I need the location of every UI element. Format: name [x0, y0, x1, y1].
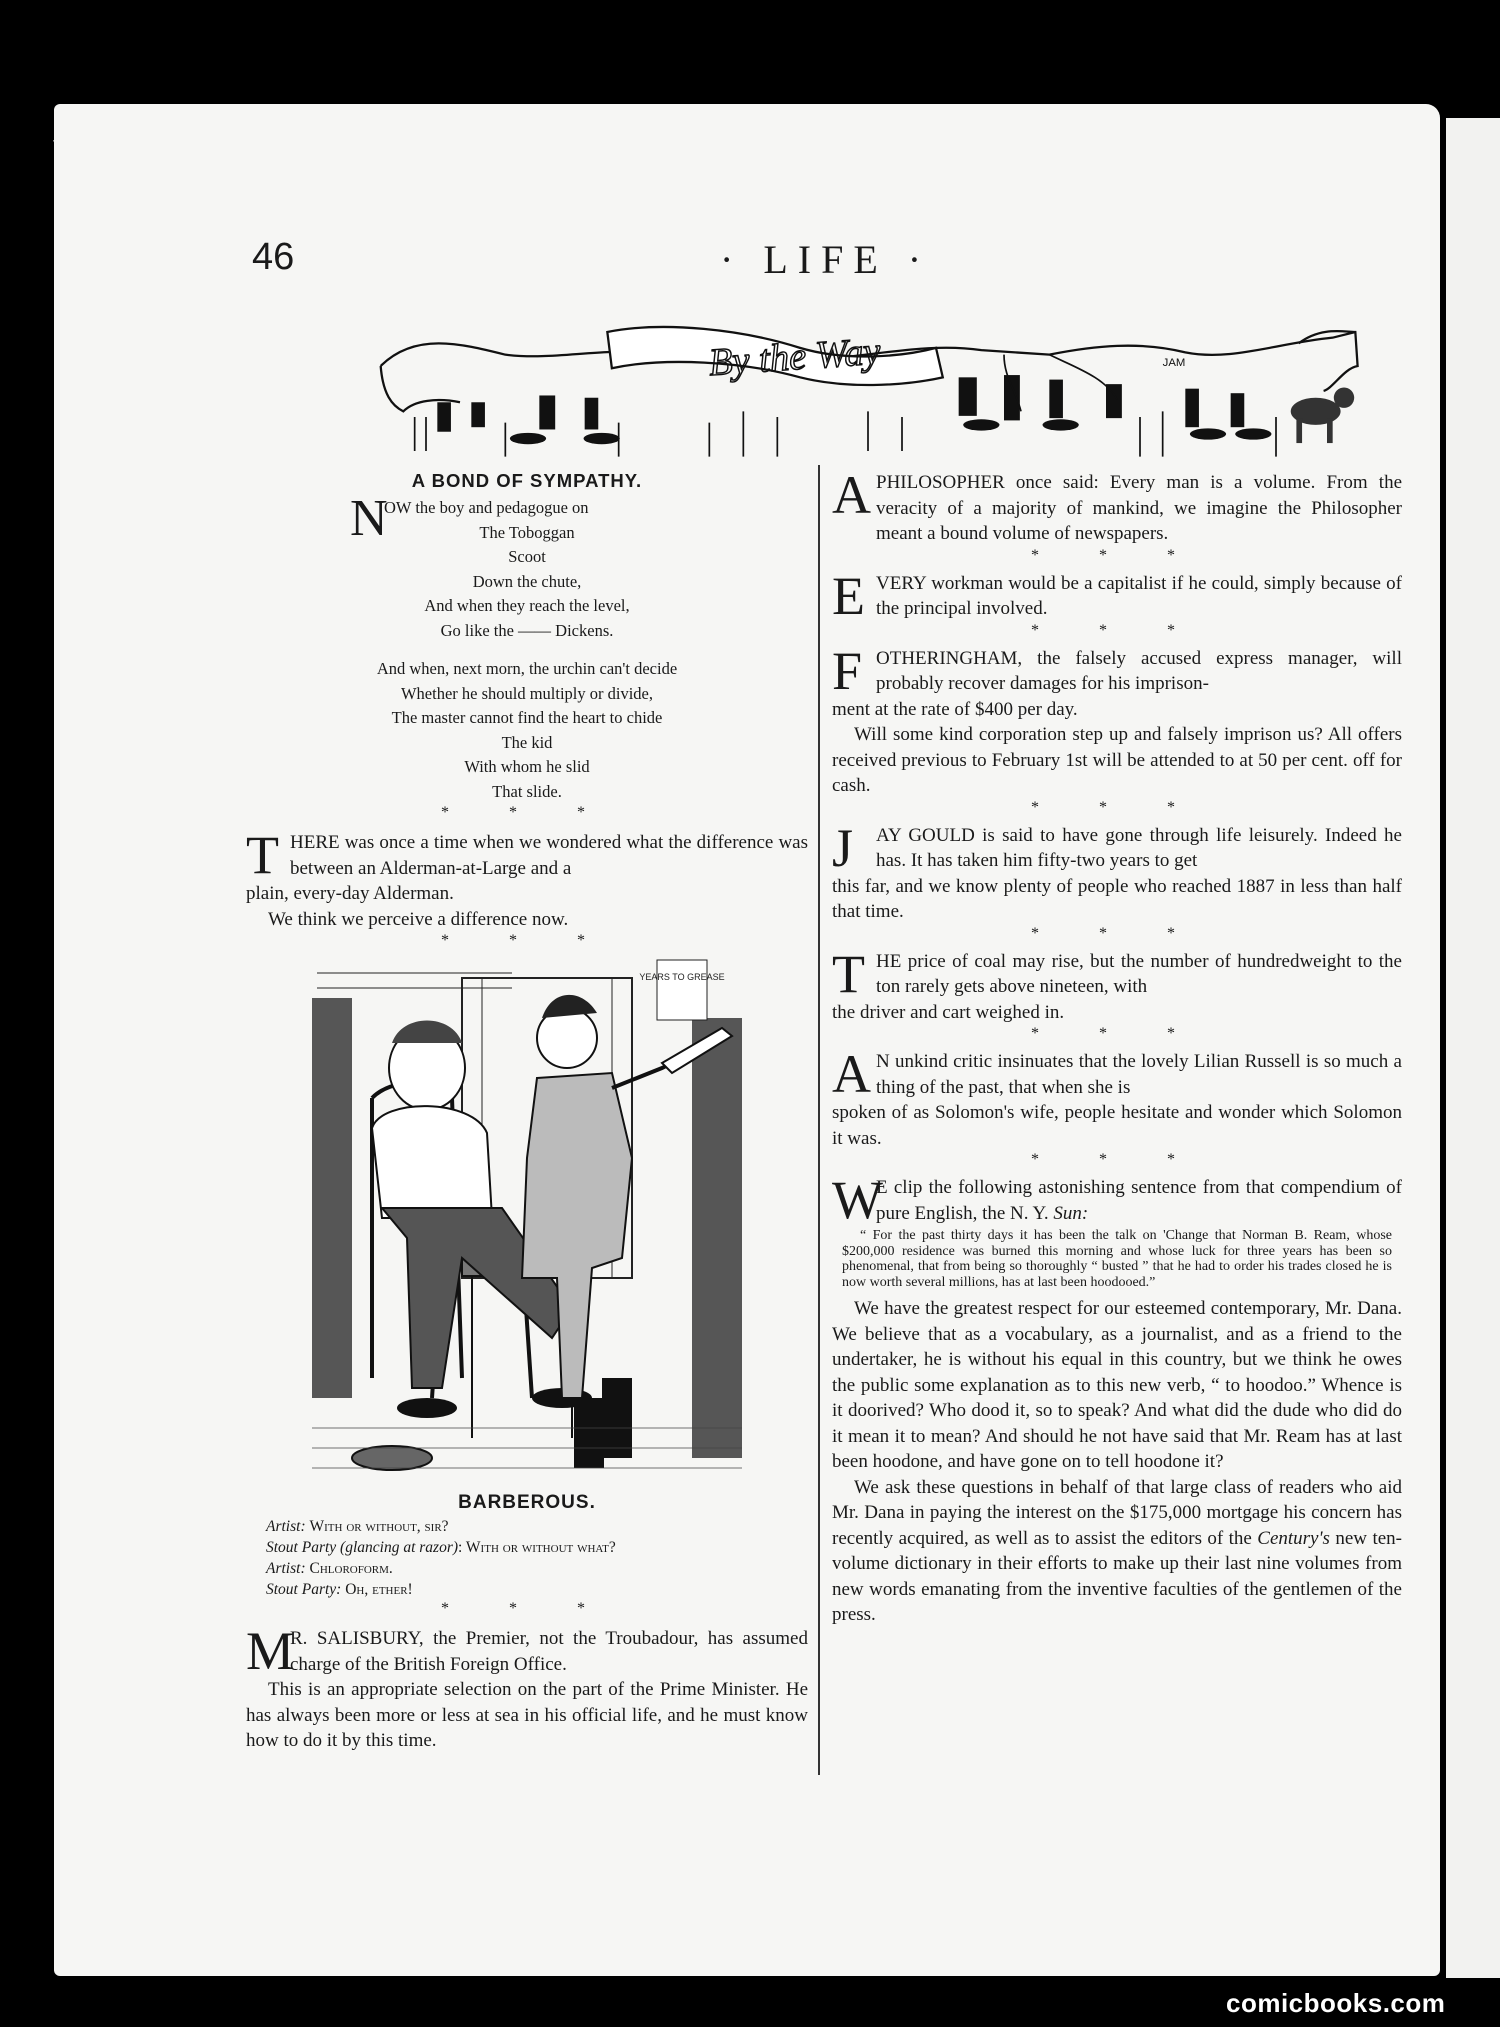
poem-line: The kid [501, 732, 553, 752]
paragraph-text: Will some kind corporation step up and falsely imprison us? All offers received previous to February 1st will be attended to at 50 per cent. off for cash. [832, 724, 1402, 796]
paragraph-text: this far, and we know plenty of people who reached 1887 in less than half that time. [832, 875, 1402, 922]
dialog-text: Oh, ether! [345, 1581, 413, 1598]
paragraph-text [832, 1475, 1402, 1628]
banner-title: By the Way [707, 330, 882, 385]
paragraph-text: plain, every-day Alderman. [246, 883, 454, 904]
paragraph-text: We have the greatest respect for our esteemed contemporary, Mr. Dana. We believe that as a vocabulary, as a journalist, and as a friend to the undertaker, he is without his equal in this country, but we think he owes the public some explanation as to this new verb, “ to hoodoo.” Whence is it doorived? Who dood it, so to speak? And what did the dude who did do it mean it to mean? And should he not have said that Mr. Ream has at last been hoodone, and have gone on to tell hoodone it? [832, 1298, 1402, 1472]
drop-cap: T [832, 943, 865, 1004]
section-stars: * * * [1031, 621, 1203, 639]
column-divider [818, 465, 820, 1775]
newspaper-name: Sun: [1053, 1202, 1089, 1224]
philosopher-paragraph [832, 465, 1402, 547]
poem-line: OW the boy and pedagogue on [384, 498, 589, 517]
section-stars: * * * [441, 1600, 613, 1617]
dialog-line [266, 1558, 808, 1579]
paragraph-text: HERE was once a time when we wondered what the difference was between an Alderman-at-Large and a [290, 832, 808, 879]
barber-cartoon [312, 958, 742, 1488]
poem [246, 490, 808, 804]
paragraph-text: This is an appropriate selection on the part of the Prime Minister. He has always been more or less at sea in his official life, and he must know how to do it by this time. [246, 1679, 808, 1751]
paragraph-text: AY GOULD is said to have gone through life leisurely. Indeed he has. It has taken him fifty-two years to get [876, 824, 1402, 871]
drop-cap: A [832, 1044, 871, 1104]
paragraph-text [876, 1175, 1402, 1226]
poem-line: Whether he should multiply or divide, [400, 683, 654, 703]
poem-line: Scoot [508, 547, 546, 566]
paragraph-text: ment at the rate of $400 per day. [832, 698, 1078, 720]
drop-cap: W [832, 1170, 883, 1230]
dialog-text: : With or without what? [458, 1539, 616, 1556]
poem-line: Down the chute, [472, 571, 582, 591]
dialog-speaker: Stout Party (glancing at razor) [266, 1539, 459, 1556]
cartoon-dialog [266, 1516, 808, 1600]
dialog-line [266, 1516, 808, 1537]
paragraph-text: the driver and cart weighed in. [832, 1001, 1065, 1023]
section-stars: * * * [1031, 798, 1203, 816]
paragraph-text-a: We ask these questions in behalf of that large class of readers who aid Mr. Dana in paying the interest on the $175,000 mortgage his concern has recently acquired, as well as to assist the editors of the [832, 1476, 1402, 1549]
dialog-speaker: Artist: [266, 1518, 306, 1535]
dialog-speaker: Artist: [266, 1560, 306, 1577]
paragraph-text: We think we perceive a difference now. [268, 908, 569, 930]
wall-sign: YEARS TO GREASE [639, 972, 725, 982]
paragraph-text-a: E clip the following astonishing sentence from that compendium of pure English, the N. Y. [876, 1177, 1402, 1224]
block-quote: “ For the past thirty days it has been the talk on 'Change that Norman B. Ream, whose $200,000 residence was burned this morning and whose luck for three years has been so phenomenal, that from being so thoroughly “ busted ” that he had to order his trades closed he is now worth several millions, has at last been hoodooed.” [842, 1228, 1392, 1290]
drop-cap: N [350, 490, 388, 547]
poem-line: The master cannot find the heart to chide [391, 708, 663, 727]
banner-signature: JAM [1162, 357, 1186, 369]
poem-line: And when they reach the level, [424, 596, 630, 615]
dialog-line [266, 1537, 808, 1558]
poem-title: A BOND OF SYMPATHY. [411, 470, 643, 491]
paragraph-text: N unkind critic insinuates that the lovely Lilian Russell is so much a thing of the past, that when she is [876, 1051, 1402, 1098]
paragraph-text-c: new ten-volume dictionary in their efforts to make up their last nine volumes from new words emanating from the inventive faculties of the gentlemen of the press. [832, 1527, 1402, 1625]
coal-paragraph [832, 943, 1402, 1004]
dialog-text: Chloroform. [309, 1560, 393, 1577]
right-column [832, 465, 1402, 1628]
poem-line: That slide. [492, 781, 562, 801]
section-stars: * * * [1031, 1025, 1203, 1042]
section-stars: * * * [1031, 924, 1203, 942]
masthead: · LIFE · [720, 237, 932, 282]
paragraph-text: spoken of as Solomon's wife, people hesitate and wonder which Solomon it was. [832, 1102, 1402, 1149]
section-stars: * * * [1031, 1151, 1203, 1168]
paragraph-text: OTHERINGHAM, the falsely accused express manager, will probably recover damages for his imprison- [876, 647, 1402, 694]
left-column [246, 470, 808, 1754]
cartoon-title: BARBEROUS. [458, 1492, 596, 1513]
workman-paragraph [832, 565, 1402, 626]
russell-paragraph [832, 1044, 1402, 1104]
drop-cap: M [246, 1621, 295, 1681]
paragraph-text: PHILOSOPHER once said: Every man is a volume. From the veracity of a majority of mankind, we imagine the Philosopher meant a bound volume of newspapers. [876, 472, 1402, 544]
poem-line: The Toboggan [479, 522, 575, 542]
paragraph-text: HE price of coal may rise, but the number of hundredweight to the ton rarely gets above nineteen, with [876, 950, 1402, 997]
section-stars: * * * [441, 932, 613, 949]
fotheringham-paragraph [832, 640, 1402, 701]
section-stars: * * * [1031, 546, 1203, 564]
drop-cap: F [832, 640, 863, 701]
salisbury-paragraph [246, 1621, 808, 1681]
drop-cap: A [832, 465, 871, 525]
poem-line: With whom he slid [464, 757, 590, 776]
dialog-line [266, 1579, 808, 1600]
drop-cap: J [832, 817, 854, 878]
poem-line: And when, next morn, the urchin can't decide [376, 659, 678, 678]
drop-cap: T [246, 825, 279, 885]
paragraph-text: R. SALISBURY, the Premier, not the Troubadour, has assumed charge of the British Foreign Office. [290, 1628, 808, 1675]
site-watermark: comicbooks.com [1226, 1988, 1446, 2018]
by-the-way-banner [262, 298, 1474, 468]
poem-line: Go like the —— Dickens. [440, 620, 614, 640]
paragraph-text: VERY workman would be a capitalist if he could, simply because of the principal involved. [876, 572, 1402, 619]
dialog-text: With or without, sir? [309, 1518, 449, 1535]
publication-name: Century's [1257, 1527, 1330, 1549]
dog-figure [1291, 388, 1354, 444]
page-number: 46 [252, 236, 295, 278]
sun-paragraph [832, 1170, 1402, 1230]
section-stars: * * * [441, 804, 613, 821]
drop-cap: E [832, 565, 865, 626]
dialog-speaker: Stout Party: [266, 1581, 342, 1598]
alderman-paragraph [246, 825, 808, 885]
gould-paragraph [832, 817, 1402, 878]
